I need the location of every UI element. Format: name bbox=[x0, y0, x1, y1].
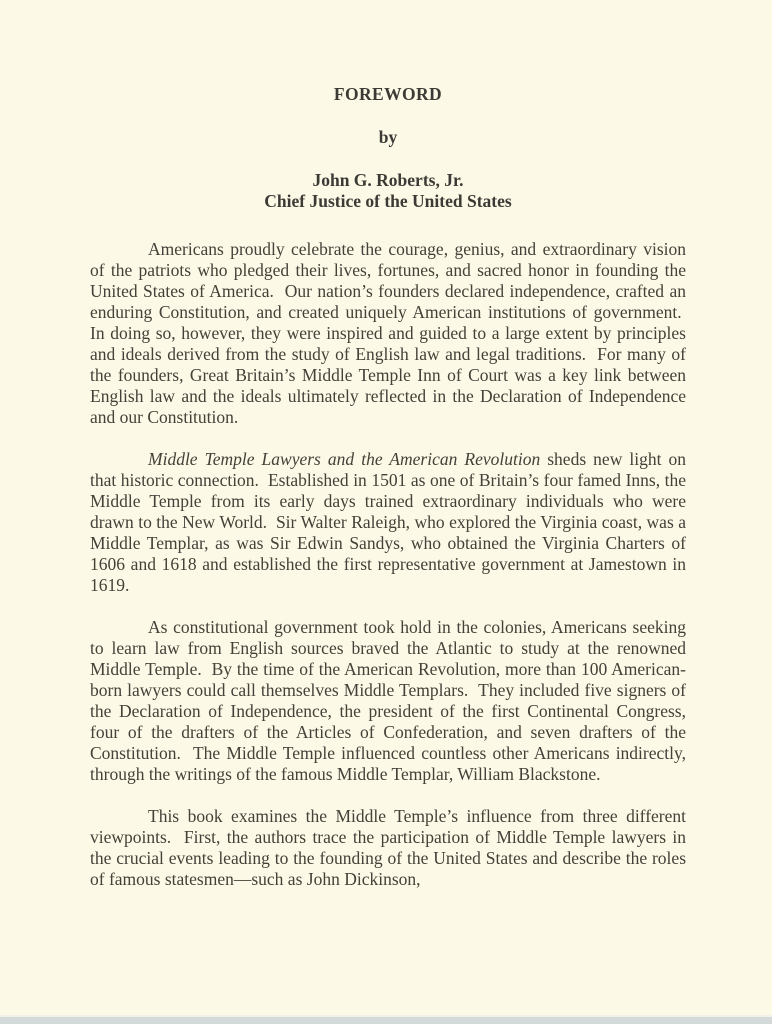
paragraph-3: As constitutional government took hold in the colonies, Americans seeking to learn law from English sources braved the Atlantic to study at the renowned Middle Temple. By the time of the American Revolution, more than 100 American-born lawyers could call themselves Middle Templars. They included five signers of the Declaration of Independence, the president of the first Continental Congress, four of the drafters of the Articles of Confederation, and seven drafters of the Constitution. The Middle Temple influenced countless other Americans indirectly, through the writings of the famous Middle Templar, William Blackstone. bbox=[90, 617, 686, 784]
author-block bbox=[90, 170, 686, 212]
paragraph-2-text: sheds new light on that historic connection. Established in 1501 as one of Britain’s four famed Inns, the Middle Temple from its early days trained extraordinary individuals who were drawn to the New World. Sir Walter Raleigh, who explored the Virginia coast, was a Middle Templar, as was Sir Edwin Sandys, who obtained the Virginia Charters of 1606 and 1618 and established the first representative government at Jamestown in 1619. bbox=[90, 449, 686, 595]
foreword-title: FOREWORD bbox=[333, 84, 443, 104]
author-name: John G. Roberts, Jr. bbox=[312, 170, 464, 190]
book-title-italic: Middle Temple Lawyers and the American Revolution bbox=[148, 449, 541, 469]
paragraph-1: Americans proudly celebrate the courage, genius, and extraordinary vision of the patriots who pledged their lives, fortunes, and sacred honor in founding the United States of America. Our nation’s founders declared independence, crafted an enduring Constitution, and created uniquely American institutions of government. In doing so, however, they were inspired and guided to a large extent by principles and ideals derived from the study of English law and legal traditions. For many of the founders, Great Britain’s Middle Temple Inn of Court was a key link between English law and the ideals ultimately reflected in the Declaration of Independence and our Constitution. bbox=[90, 239, 686, 427]
byline: by bbox=[378, 127, 398, 147]
paragraph-4: This book examines the Middle Temple’s influence from three different viewpoints. First, the authors trace the participation of Middle Temple lawyers in the crucial events leading to the founding of the United States and describe the roles of famous statesmen—such as John Dickinson, bbox=[90, 806, 686, 889]
page-content bbox=[90, 84, 686, 911]
page-bottom-edge bbox=[0, 1015, 772, 1024]
author-role: Chief Justice of the United States bbox=[264, 191, 512, 211]
paragraph-2 bbox=[90, 449, 686, 596]
